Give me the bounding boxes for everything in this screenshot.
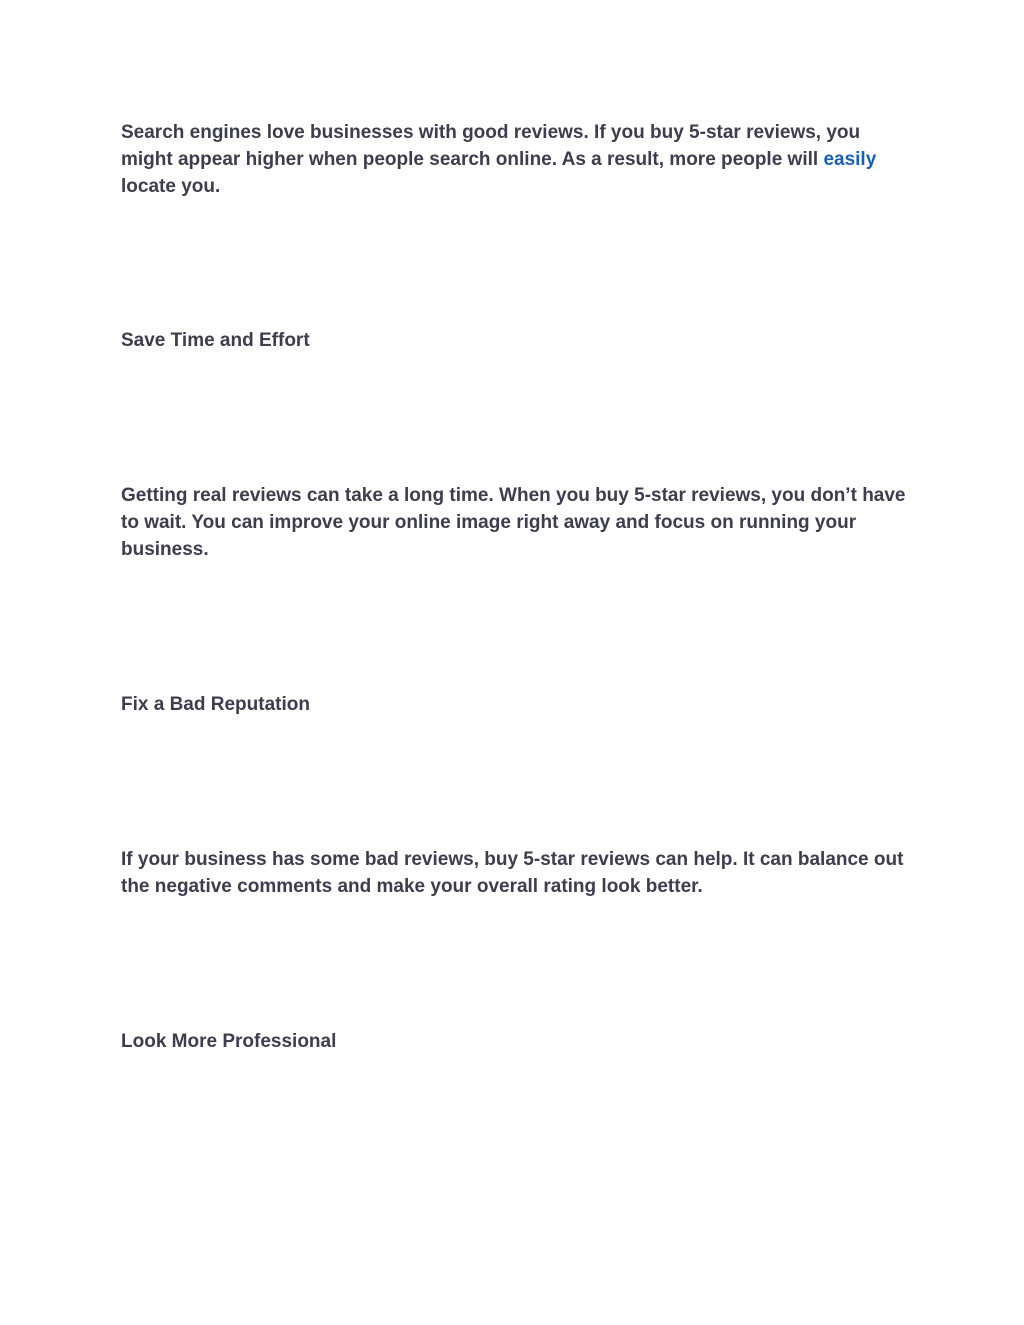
heading-save-time: Save Time and Effort [121, 330, 310, 351]
paragraph-real-reviews: Getting real reviews can take a long time. When you buy 5-star reviews, you don’t have to wait. You can improve your online image right away and focus on running your business. [121, 485, 906, 560]
easily-link[interactable]: easily [823, 149, 877, 170]
paragraph-bad-reviews: If your business has some bad reviews, buy 5-star reviews can help. It can balance out the negative comments and make your overall rating look better. [121, 849, 904, 897]
paragraph-text-after-link: locate you. [121, 176, 221, 197]
paragraph-text-before-link: Search engines love businesses with good reviews. If you buy 5-star reviews, you might appear higher when people search online. As a result, more people will [121, 122, 861, 170]
paragraph-search-engines [121, 119, 911, 200]
heading-fix-reputation: Fix a Bad Reputation [121, 694, 310, 715]
heading-look-professional: Look More Professional [121, 1031, 337, 1052]
